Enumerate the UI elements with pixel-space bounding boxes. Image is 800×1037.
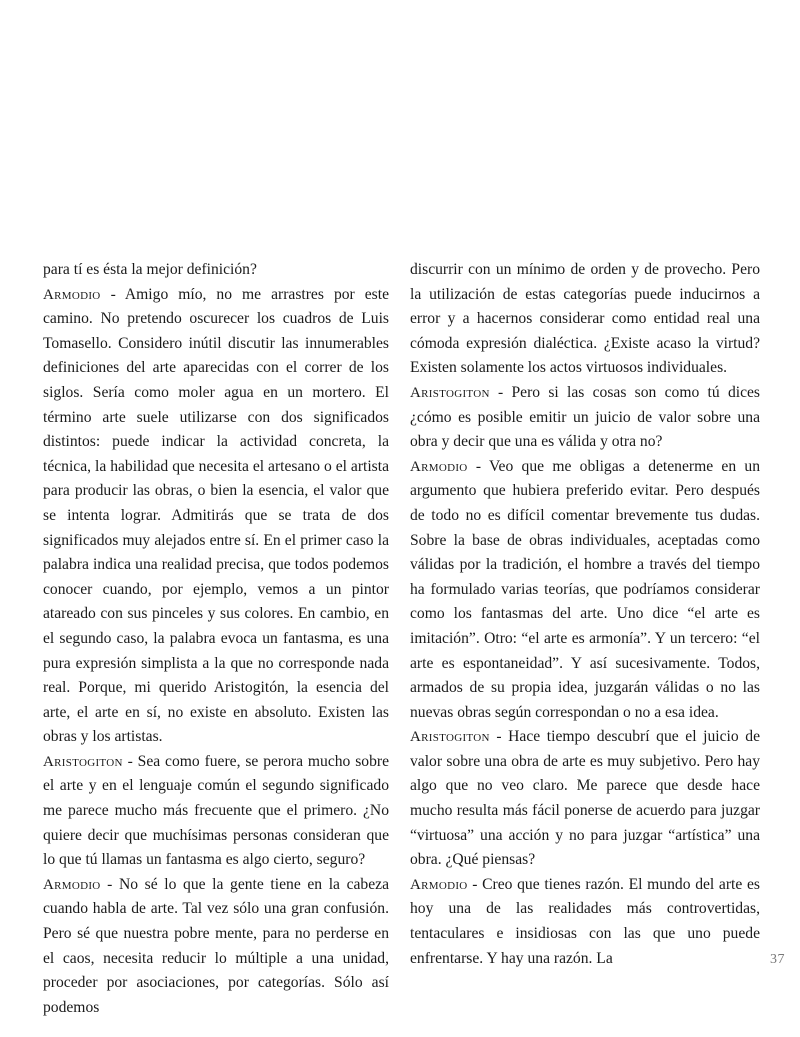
speaker-name: Armodio	[410, 458, 468, 475]
paragraph	[410, 258, 760, 381]
paragraph-text: - Pero si las cosas son como tú dices ¿cómo es posible emitir un juicio de valor sobre una obra y decir que una es válida y otra no?	[410, 383, 760, 451]
speaker-name: Aristogiton	[410, 729, 490, 746]
speaker-name: Armodio	[43, 876, 101, 893]
paragraph-text: - Creo que tienes razón. El mundo del arte es hoy una de las realidades más controvertidas, tentaculares e insidiosas con las que uno puede enfrentarse. Y hay una razón. La	[410, 875, 760, 967]
left-column	[43, 258, 389, 1020]
right-column	[410, 258, 760, 971]
paragraph	[410, 381, 760, 455]
paragraph	[410, 455, 760, 726]
paragraph-text: - Hace tiempo descubrí que el juicio de valor sobre una obra de arte es muy subjetivo. Pero hay algo que no veo claro. Me parece que desde hace mucho resulta más fácil ponerse de acuerdo para juzgar “virtuosa” una acción y no para juzgar “artística” una obra. ¿Qué piensas?	[410, 728, 760, 869]
speaker-name: Armodio	[43, 286, 101, 303]
paragraph	[43, 283, 389, 750]
page-number: 37	[770, 952, 785, 967]
speaker-name: Aristogiton	[43, 753, 123, 770]
paragraph-text: para tí es ésta la mejor definición?	[43, 261, 257, 278]
paragraph	[410, 725, 760, 873]
paragraph-text: - No sé lo que la gente tiene en la cabeza cuando habla de arte. Tal vez sólo una gran confusión. Pero sé que nuestra pobre mente, para no perderse en el caos, necesita reducir lo múltiple a una unidad, proceder por asociaciones, por categorías. Sólo así podemos	[43, 875, 389, 1016]
speaker-name: Aristogiton	[410, 384, 490, 401]
speaker-name: Armodio	[410, 876, 468, 893]
paragraph	[410, 873, 760, 971]
paragraph-text: - Amigo mío, no me arrastres por este camino. No pretendo oscurecer los cuadros de Luis Tomasello. Considero inútil discutir las innumerables definiciones del arte aparecidas con el correr de los siglos. Sería como moler agua en un mortero. El término arte suele utilizarse con dos significados distintos: puede indicar la actividad concreta, la técnica, la habilidad que necesita el artesano o el artista para producir las obras, o bien la esencia, el valor que se intenta lograr. Admitirás que se trata de dos significados muy alejados entre sí. En el primer caso la palabra indica una realidad precisa, que todos podemos conocer cuando, por ejemplo, vemos a un pintor atareado con sus pinceles y sus colores. En cambio, en el segundo caso, la palabra evoca un fantasma, es una pura expresión simplista a la que no corresponde nada real. Porque, mi querido Aristogitón, la esencia del arte, el arte en sí, no existe en absoluto. Existen las obras y los artistas.	[43, 285, 389, 746]
paragraph-text: discurrir con un mínimo de orden y de provecho. Pero la utilización de estas categorías puede inducirnos a error y a hacernos considerar como entidad real una cómoda expresión dialéctica. ¿Existe acaso la virtud? Existen solamente los actos virtuosos individuales.	[410, 261, 760, 377]
paragraph	[43, 258, 389, 283]
paragraph-text: - Veo que me obligas a detenerme en un argumento que hubiera preferido evitar. Pero después de todo no es difícil comentar brevemente tus dudas. Sobre la base de obras individuales, aceptadas como válidas por la tradición, el hombre a través del tiempo ha formulado varias teorías, que podríamos considerar como los fantasmas del arte. Uno dice “el arte es imitación”. Otro: “el arte es armonía”. Y un tercero: “el arte es espontaneidad”. Y así sucesivamente. Todos, armados de su propia idea, juzgarán válidas o no las nuevas obras según correspondan o no a esa idea.	[410, 457, 760, 721]
paragraph	[43, 873, 389, 1021]
paragraph-text: - Sea como fuere, se perora mucho sobre el arte y en el lenguaje común el segundo significado me parece mucho más frecuente que el primero. ¿No quiere decir que muchísimas personas consideran que lo que tú llamas un fantasma es algo cierto, seguro?	[43, 752, 389, 869]
paragraph	[43, 750, 389, 873]
